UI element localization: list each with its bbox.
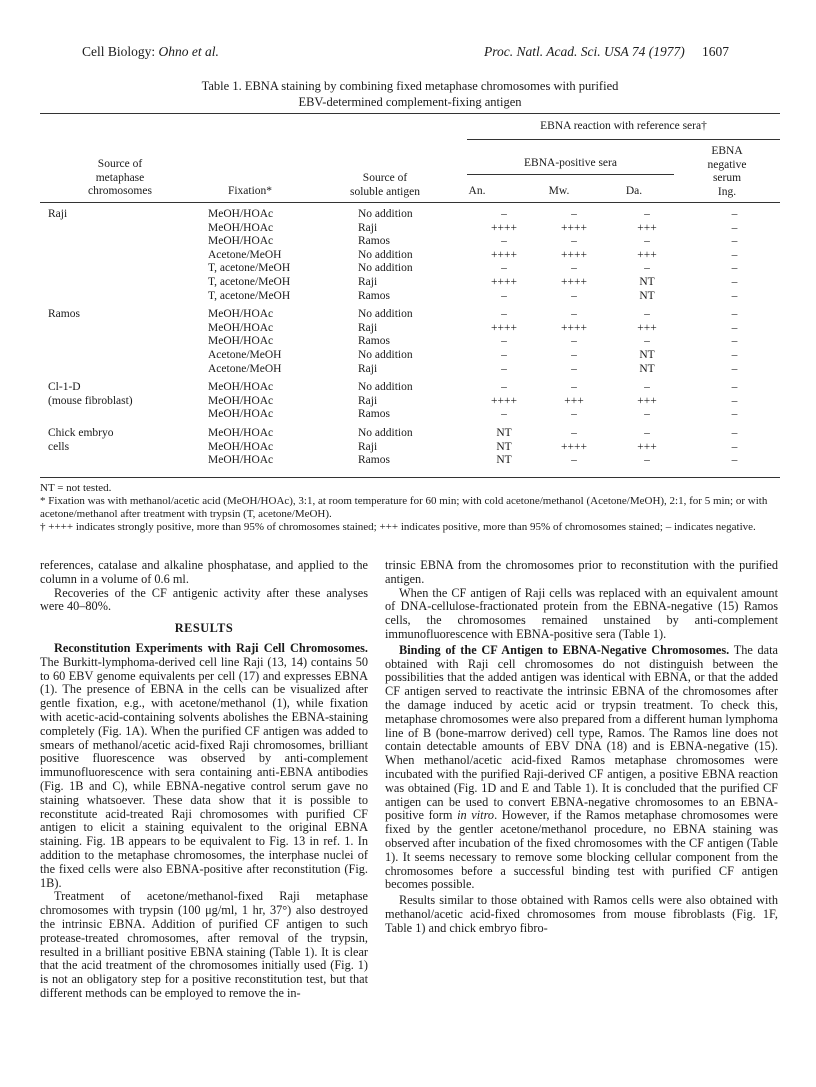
header-authors: Ohno et al. bbox=[158, 44, 219, 59]
cell-mw: – bbox=[571, 235, 577, 248]
cell-ing: – bbox=[731, 362, 738, 375]
cell-src: Raji bbox=[48, 208, 68, 220]
running-header-left bbox=[82, 44, 219, 60]
cell-src bbox=[40, 322, 208, 336]
cell-da: – bbox=[644, 381, 650, 394]
cell-da: – bbox=[644, 408, 650, 421]
cell-mw: – bbox=[571, 289, 577, 302]
table-row bbox=[40, 208, 788, 222]
cell-ant: Ramos bbox=[358, 335, 390, 348]
cell-fix: MeOH/HOAc bbox=[208, 208, 274, 220]
neg-header-line1: EBNA bbox=[711, 145, 743, 157]
table-row bbox=[40, 308, 788, 322]
binding-text-b: . However, if the Ramos metaphase chromosomes were fixed by the gentler acetone/methanol procedure, no EBNA staining was observed after incubation of the fixed chromosomes with the CF antigen (Table 1). It seems necessary to remove some blocking cellular component from the chromosomes before a successful binding test with purified CF antigen becomes possible. bbox=[385, 808, 778, 892]
table-row bbox=[40, 276, 788, 290]
cell-ing: – bbox=[731, 248, 738, 261]
cell-an: NT bbox=[496, 454, 512, 467]
cell-fix: MeOH/HOAc bbox=[208, 426, 274, 439]
table-row bbox=[40, 249, 788, 263]
right-text-column bbox=[385, 559, 778, 936]
table-caption bbox=[100, 78, 720, 110]
cell-fix: T, acetone/MeOH bbox=[208, 275, 291, 288]
cell-an: ++++ bbox=[491, 394, 517, 407]
table-row bbox=[40, 335, 788, 349]
cell-fix: MeOH/HOAc bbox=[208, 408, 274, 421]
table-row bbox=[40, 262, 788, 276]
cell-ing: – bbox=[731, 440, 738, 453]
table-body bbox=[40, 208, 788, 468]
cell-ant: No addition bbox=[358, 381, 413, 394]
cell-src bbox=[40, 276, 208, 290]
cell-an: ++++ bbox=[491, 248, 517, 261]
cell-an: ++++ bbox=[491, 221, 517, 234]
cell-ant: Raji bbox=[358, 221, 378, 234]
cell-da: – bbox=[644, 208, 650, 220]
cell-fix: MeOH/HOAc bbox=[208, 235, 274, 248]
cell-ant: No addition bbox=[358, 208, 413, 220]
neg-header-line4: Ing. bbox=[717, 185, 737, 198]
cell-ing: – bbox=[731, 235, 738, 248]
fixation-header: Fixation* bbox=[227, 185, 273, 197]
reference-sera-header: EBNA reaction with reference sera† bbox=[540, 120, 707, 132]
cell-mw: – bbox=[571, 335, 577, 348]
cell-ant: No addition bbox=[358, 248, 413, 261]
section-heading-results: RESULTS bbox=[174, 621, 234, 636]
cell-mw: +++ bbox=[564, 394, 584, 407]
cell-ant: No addition bbox=[358, 348, 413, 361]
cell-fix: MeOH/HOAc bbox=[208, 440, 274, 453]
cell-src: (mouse fibroblast) bbox=[48, 394, 133, 407]
cell-da: NT bbox=[639, 362, 655, 375]
cell-an: – bbox=[501, 408, 507, 421]
cell-da: +++ bbox=[637, 440, 657, 453]
table-row bbox=[40, 395, 788, 409]
source-header-line1: Source of bbox=[97, 158, 143, 170]
cell-mw: – bbox=[571, 408, 577, 421]
cell-an: – bbox=[501, 235, 507, 248]
ebna-positive-sera-header: EBNA-positive sera bbox=[524, 157, 617, 169]
col-header-mw: Mw. bbox=[548, 185, 570, 197]
cell-ing: – bbox=[731, 262, 738, 275]
table-row bbox=[40, 454, 788, 468]
table-caption-line2: EBV-determined complement-fixing antigen bbox=[298, 95, 522, 109]
cell-mw: ++++ bbox=[561, 440, 587, 453]
cell-mw: ++++ bbox=[561, 221, 587, 234]
left-text-column bbox=[40, 559, 368, 1001]
cell-da: – bbox=[644, 235, 650, 248]
paragraph-binding bbox=[385, 644, 778, 892]
col-header-an: An. bbox=[468, 185, 486, 197]
soluble-antigen-header bbox=[335, 172, 435, 199]
cell-src bbox=[40, 408, 208, 422]
cell-an: – bbox=[501, 362, 507, 375]
table-row bbox=[40, 408, 788, 422]
cell-src: Cl-1-D bbox=[48, 381, 81, 394]
cell-an: – bbox=[501, 289, 507, 302]
table-row bbox=[40, 427, 788, 441]
cell-fix: Acetone/MeOH bbox=[208, 362, 282, 375]
cell-ant: Ramos bbox=[358, 289, 390, 302]
table-row bbox=[40, 363, 788, 377]
table-top-rule bbox=[40, 113, 780, 114]
cell-ant: No addition bbox=[358, 308, 413, 321]
cell-fix: MeOH/HOAc bbox=[208, 321, 274, 334]
cell-an: – bbox=[501, 335, 507, 348]
cell-an: – bbox=[501, 308, 507, 321]
cell-ing: – bbox=[731, 275, 738, 288]
paragraph-recoveries: Recoveries of the CF antigenic activity after these analyses were 40–80%. bbox=[40, 585, 368, 614]
col-header-da: Da. bbox=[625, 185, 643, 197]
cell-da: NT bbox=[639, 289, 655, 302]
cell-src bbox=[40, 454, 208, 468]
cell-an: – bbox=[501, 262, 507, 275]
cell-fix: MeOH/HOAc bbox=[208, 335, 274, 348]
cell-ing: – bbox=[731, 394, 738, 407]
cell-mw: ++++ bbox=[561, 321, 587, 334]
cell-fix: MeOH/HOAc bbox=[208, 454, 274, 467]
journal-citation: Proc. Natl. Acad. Sci. USA 74 (1977) bbox=[484, 44, 685, 59]
table-row bbox=[40, 441, 788, 455]
cell-src: cells bbox=[48, 440, 70, 453]
cell-ing: – bbox=[731, 454, 738, 467]
binding-heading: Binding of the CF Antigen to EBNA-Negative Chromosomes. bbox=[399, 642, 730, 657]
group-header-rule bbox=[467, 139, 780, 140]
cell-src bbox=[40, 262, 208, 276]
table-row bbox=[40, 222, 788, 236]
cell-mw: ++++ bbox=[561, 248, 587, 261]
cell-da: – bbox=[644, 426, 650, 439]
cell-da: – bbox=[644, 335, 650, 348]
cell-ing: – bbox=[731, 348, 738, 361]
table-row bbox=[40, 322, 788, 336]
cell-ant: No addition bbox=[358, 426, 413, 439]
cell-da: +++ bbox=[637, 394, 657, 407]
neg-header-line3: serum bbox=[712, 172, 742, 184]
cell-mw: – bbox=[571, 426, 577, 439]
header-bottom-rule bbox=[40, 202, 780, 203]
cell-ing: – bbox=[731, 335, 738, 348]
cell-an: NT bbox=[496, 440, 512, 453]
footnote-symbols: † ++++ indicates strongly positive, more than 95% of chromosomes stained; +++ indicates positive, more than 95% of chromosomes stained; – indicates negative. bbox=[40, 521, 756, 533]
footnote-nt: NT = not tested. bbox=[40, 482, 112, 494]
paragraph-references: references, catalase and alkaline phosphatase, and applied to the column in a volume of 0.6 ml. bbox=[40, 558, 368, 586]
cell-da: NT bbox=[639, 275, 655, 288]
header-section: Cell Biology: bbox=[82, 44, 156, 59]
reconstitution-text: The Burkitt-lymphoma-derived cell line Raji (13, 14) contains 50 to 60 EBV genome equivalents per cell (17) and expresses EBNA (1). The presence of EBNA in the cells can be visualized after gentle fixation, e.g., with acetone/methanol (1), while fixation with acetic-acid-containing solvents abolishes the EBNA-staining completely (Fig. 1A). When the purified CF antigen was added to smears of methanol/acetic acid-fixed Raji chromosomes, brilliant positive fluorescence was observed by anti-complement immunofluorescence with sera containing anti-EBNA antibodies (Fig. 1B and C), while EBNA-negative control serum gave no staining whatsoever. These data show that it is possible to reconstitute acid-treated Raji chromosomes with purified CF antigen to elicit a staining equivalent to the original EBNA staining. Fig. 1B appears to be equivalent to Fig. 13 in ref. 1. In addition to the metaphase chromosomes, the interphase nuclei of the fixed cells were also EBNA-positive after reconstitution (Fig. 1B). bbox=[40, 654, 368, 890]
cell-da: +++ bbox=[637, 321, 657, 334]
table-row bbox=[40, 349, 788, 363]
cell-mw: – bbox=[571, 362, 577, 375]
cell-fix: MeOH/HOAc bbox=[208, 394, 274, 407]
cell-ant: Ramos bbox=[358, 408, 390, 421]
cell-mw: – bbox=[571, 208, 577, 220]
binding-text-a: The data obtained with Raji cell chromosomes do not distinguish between the possibilities that the added antigen was identical with EBNA, or that the added CF antigen served to reactivate the intrinsic EBNA of the chromosomes after the damage induced by acetic acid or trypsin treatment. To check this, metaphase chromosomes were also prepared from a different human lymphoma line of B (bone-marrow derived) cell type, Ramos. The Ramos line does not contain detectable amounts of EBV DNA (18) and is EBNA-negative (15). When methanol/acetic acid-fixed Ramos metaphase chromosomes were incubated with the purified Raji-derived CF antigen, a positive EBNA reaction was obtained (Fig. 1D and E and Table 1). It is concluded that the purified CF antigen can be used to convert EBNA-negative chromosomes to an EBNA-positive form bbox=[385, 642, 778, 823]
table-caption-line1: Table 1. EBNA staining by combining fixed metaphase chromosomes with purified bbox=[201, 79, 619, 93]
cell-da: – bbox=[644, 262, 650, 275]
antigen-header-line2: soluble antigen bbox=[350, 185, 420, 198]
cell-ing: – bbox=[731, 381, 738, 394]
cell-src bbox=[40, 222, 208, 236]
cell-ant: Raji bbox=[358, 321, 378, 334]
cell-fix: MeOH/HOAc bbox=[208, 221, 274, 234]
cell-ant: Raji bbox=[358, 394, 378, 407]
binding-italic: in vitro bbox=[457, 808, 495, 823]
cell-mw: ++++ bbox=[561, 275, 587, 288]
paragraph-intrinsic: trinsic EBNA from the chromosomes prior to reconstitution with the purified antigen. bbox=[385, 558, 778, 586]
cell-src: Chick embryo bbox=[48, 426, 114, 439]
antigen-header-line1: Source of bbox=[362, 172, 408, 184]
cell-src bbox=[40, 335, 208, 349]
cell-an: ++++ bbox=[491, 275, 517, 288]
paragraph-similar-results: Results similar to those obtained with Ramos cells were also obtained with methanol/acetic acid-fixed chromosomes from mouse fibroblasts (Fig. 1F, Table 1) and chick embryo fibro- bbox=[385, 893, 778, 935]
cell-src bbox=[40, 290, 208, 304]
footnote-fixation: * Fixation was with methanol/acetic acid (MeOH/HOAc), 3:1, at room temperature for 60 min; with cold acetone/methanol (Acetone/MeOH), 2:1, for 5 min; or with acetone/methanol after treatment with trypsin (T, acetone/MeOH). bbox=[40, 495, 768, 520]
cell-da: – bbox=[644, 454, 650, 467]
cell-ant: Raji bbox=[358, 275, 378, 288]
cell-ant: Raji bbox=[358, 362, 378, 375]
table-row bbox=[40, 381, 788, 395]
paragraph-reconstitution bbox=[40, 642, 368, 890]
cell-src bbox=[40, 363, 208, 377]
cell-mw: – bbox=[571, 262, 577, 275]
cell-ing: – bbox=[731, 426, 738, 439]
cell-src bbox=[40, 349, 208, 363]
table-bottom-rule bbox=[40, 477, 780, 478]
cell-ant: No addition bbox=[358, 262, 413, 275]
cell-ant: Ramos bbox=[358, 454, 390, 467]
paragraph-trypsin: Treatment of acetone/methanol-fixed Raji metaphase chromosomes with trypsin (100 μg/ml, 1 hr, 37°) also destroyed the intrinsic EBNA. Addition of purified CF antigen to such protease-treated chromosomes, after removal of the trypsin, resulted in a brilliant positive EBNA staining (Table 1). It is clear that the acid treatment of the chromosomes initially used (Fig. 1) is not an obligatory step for a positive reconstitution test, but that different methods can be employed to remove the in- bbox=[40, 889, 368, 1000]
cell-src bbox=[40, 235, 208, 249]
cell-da: +++ bbox=[637, 221, 657, 234]
cell-ant: Raji bbox=[358, 440, 378, 453]
cell-src bbox=[40, 249, 208, 263]
source-header-line3: chromosomes bbox=[88, 185, 152, 197]
neg-header-line2: negative bbox=[707, 158, 747, 171]
source-chromosomes-header bbox=[50, 158, 190, 199]
cell-an: NT bbox=[496, 426, 512, 439]
cell-ant: Ramos bbox=[358, 235, 390, 248]
cell-mw: – bbox=[571, 348, 577, 361]
cell-da: +++ bbox=[637, 248, 657, 261]
cell-ing: – bbox=[731, 208, 738, 220]
ebna-staining-table bbox=[40, 208, 788, 468]
reconstitution-heading: Reconstitution Experiments with Raji Cell Chromosomes. bbox=[54, 640, 368, 655]
source-header-line2: metaphase bbox=[95, 171, 145, 184]
cell-an: ++++ bbox=[491, 321, 517, 334]
cell-an: – bbox=[501, 348, 507, 361]
table-row bbox=[40, 290, 788, 304]
cell-an: – bbox=[501, 381, 507, 394]
cell-src: Ramos bbox=[48, 308, 80, 321]
cell-ing: – bbox=[731, 221, 738, 234]
cell-ing: – bbox=[731, 408, 738, 421]
cell-fix: MeOH/HOAc bbox=[208, 381, 274, 394]
cell-fix: Acetone/MeOH bbox=[208, 248, 282, 261]
cell-ing: – bbox=[731, 321, 738, 334]
cell-fix: T, acetone/MeOH bbox=[208, 289, 291, 302]
cell-mw: – bbox=[571, 381, 577, 394]
paragraph-ramos-replacement: When the CF antigen of Raji cells was replaced with an equivalent amount of DNA-cellulose-fractionated protein from the EBNA-negative (15) Ramos cells, the chromosomes remained unstained by anti-complement immunofluorescence with EBNA-positive sera (Table 1). bbox=[385, 585, 778, 641]
cell-mw: – bbox=[571, 454, 577, 467]
cell-da: – bbox=[644, 308, 650, 321]
page-number: 1607 bbox=[702, 44, 729, 59]
cell-fix: T, acetone/MeOH bbox=[208, 262, 291, 275]
cell-da: NT bbox=[639, 348, 655, 361]
cell-ing: – bbox=[731, 289, 738, 302]
cell-ing: – bbox=[731, 308, 738, 321]
cell-mw: – bbox=[571, 308, 577, 321]
ebna-negative-serum-header bbox=[674, 145, 780, 199]
cell-fix: MeOH/HOAc bbox=[208, 308, 274, 321]
cell-an: – bbox=[501, 208, 507, 220]
table-row bbox=[40, 235, 788, 249]
positive-sera-rule bbox=[467, 174, 674, 175]
cell-fix: Acetone/MeOH bbox=[208, 348, 282, 361]
